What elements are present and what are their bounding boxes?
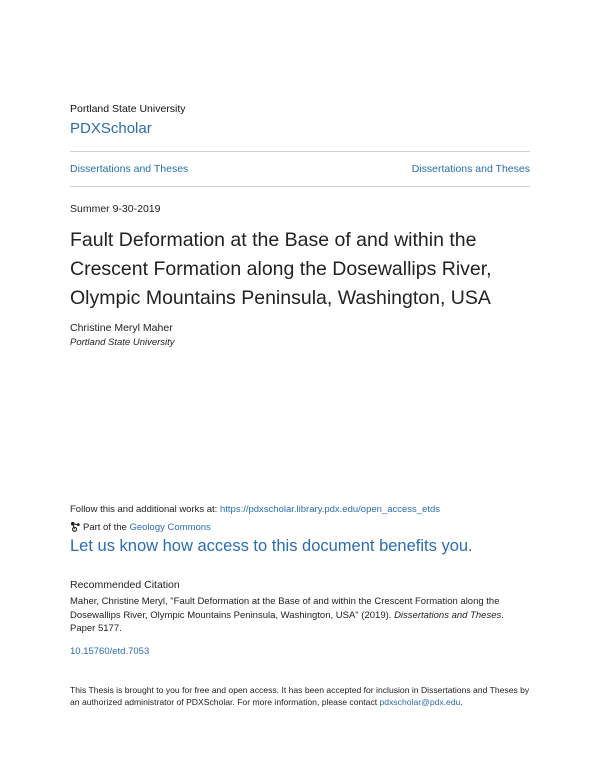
citation-text — [70, 595, 530, 636]
part-of-prefix: Part of the — [83, 522, 130, 533]
access-notice-text: This Thesis is brought to you for free and open access. It has been accepted for inclusion in Dissertations and Theses by an authorized administrator of PDXScholar. For more information, please contact — [70, 685, 530, 707]
citation-series: Dissertations and Theses — [394, 609, 502, 621]
author-affiliation: Portland State University — [70, 337, 175, 348]
follow-url-link[interactable]: https://pdxscholar.library.pdx.edu/open_access_etds — [219, 504, 441, 515]
geology-commons-link[interactable]: Geology Commons — [129, 522, 211, 533]
access-notice — [70, 684, 530, 708]
contact-email-link[interactable]: pdxscholar@pdx.edu — [379, 697, 461, 707]
divider-bottom — [70, 186, 530, 187]
part-of-line — [70, 521, 211, 533]
divider-top — [70, 151, 530, 152]
feedback-link[interactable]: Let us know how access to this document benefits you. — [70, 537, 473, 555]
follow-line — [70, 504, 440, 515]
citation-paper: . Paper 5177. — [70, 609, 504, 634]
doi-link[interactable]: 10.15760/etd.7053 — [70, 646, 150, 657]
citation-heading: Recommended Citation — [70, 579, 180, 591]
collection-link-right[interactable]: Dissertations and Theses — [411, 163, 530, 175]
repository-brand-link[interactable]: PDXScholar — [70, 120, 152, 137]
follow-prefix: Follow this and additional works at: — [70, 504, 220, 515]
institution-name: Portland State University — [70, 103, 186, 115]
citation-main: Maher, Christine Meryl, "Fault Deformation at the Base of and within the Crescent Formation along the Dosewallips River, Olympic Mountains Peninsula, Washington, USA" (2019). — [70, 596, 500, 621]
author-name: Christine Meryl Maher — [70, 322, 173, 334]
access-notice-end: . — [460, 697, 463, 707]
collection-link-left[interactable]: Dissertations and Theses — [70, 163, 189, 175]
document-title: Fault Deformation at the Base of and within the Crescent Formation along the Dosewallips River, Olympic Mountains Peninsula, Washington, USA — [70, 229, 492, 309]
commons-network-icon — [70, 521, 81, 532]
publication-date: Summer 9-30-2019 — [70, 203, 161, 215]
